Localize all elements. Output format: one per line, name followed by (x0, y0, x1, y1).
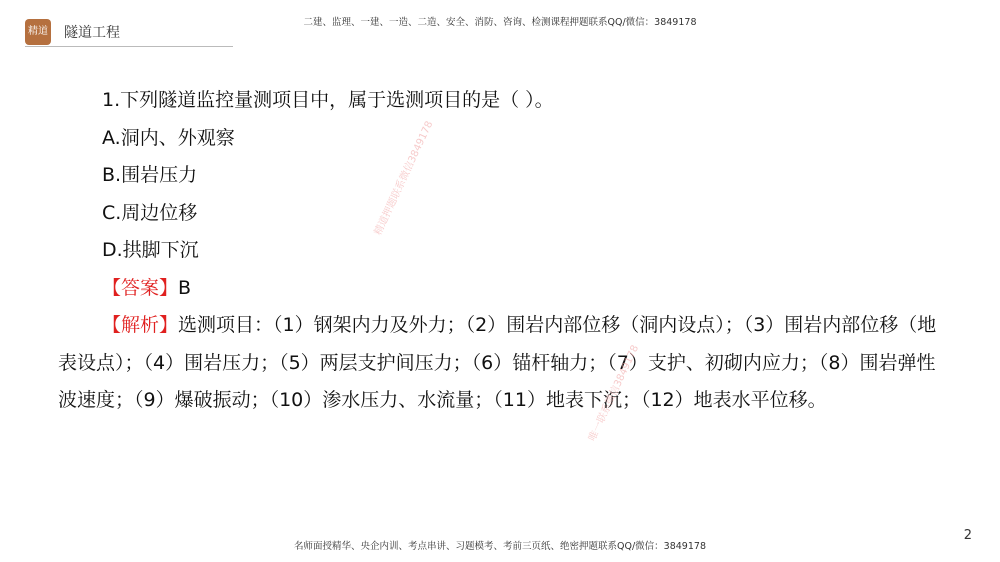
watermark-text: 唯一联系微信3849178 (587, 343, 642, 444)
option-c: C.周边位移 (102, 201, 198, 224)
question-content (58, 82, 948, 420)
answer-line (58, 270, 948, 308)
brand-logo: 精道 (25, 19, 51, 45)
option-d: D.拱脚下沉 (102, 239, 199, 261)
header-divider (25, 46, 233, 47)
bottom-contact-banner: 名师面授精华、央企内训、考点串讲、习题模考、考前三页纸、绝密押题联系QQ/微信：3849178 (294, 541, 706, 552)
answer-label: 【答案】 (102, 276, 179, 299)
top-contact-banner: 二建、监理、一建、一造、二造、安全、消防、咨询、检测课程押题联系QQ/微信：3849178 (303, 17, 697, 28)
option-a: A.洞内、外观察 (102, 126, 235, 149)
analysis-text: 选测项目：（1）钢架内力及外力；（2）围岩内部位移（洞内设点）；（3）围岩内部位移（地表设点）；（4）围岩压力；（5）两层支护间压力；（6）锚杆轴力；（7）支护、初砌内应力；（8）围岩弹性波速度；（9）爆破振动；（10）渗水压力、水流量；（11）地表下沉；（12）地表水平位移。 (58, 314, 937, 411)
option-b: B.围岩压力 (102, 164, 198, 186)
question-stem: 1.下列隧道监控量测项目中，属于选测项目的是（ ）。 (102, 89, 554, 111)
analysis-paragraph (58, 307, 948, 420)
analysis-label: 【解析】 (102, 314, 179, 336)
page-number: 2 (963, 528, 972, 543)
watermark-text: 精道押题联系微信3849178 (372, 119, 436, 238)
answer-value: B (178, 276, 192, 299)
course-title: 隧道工程 (64, 25, 120, 41)
